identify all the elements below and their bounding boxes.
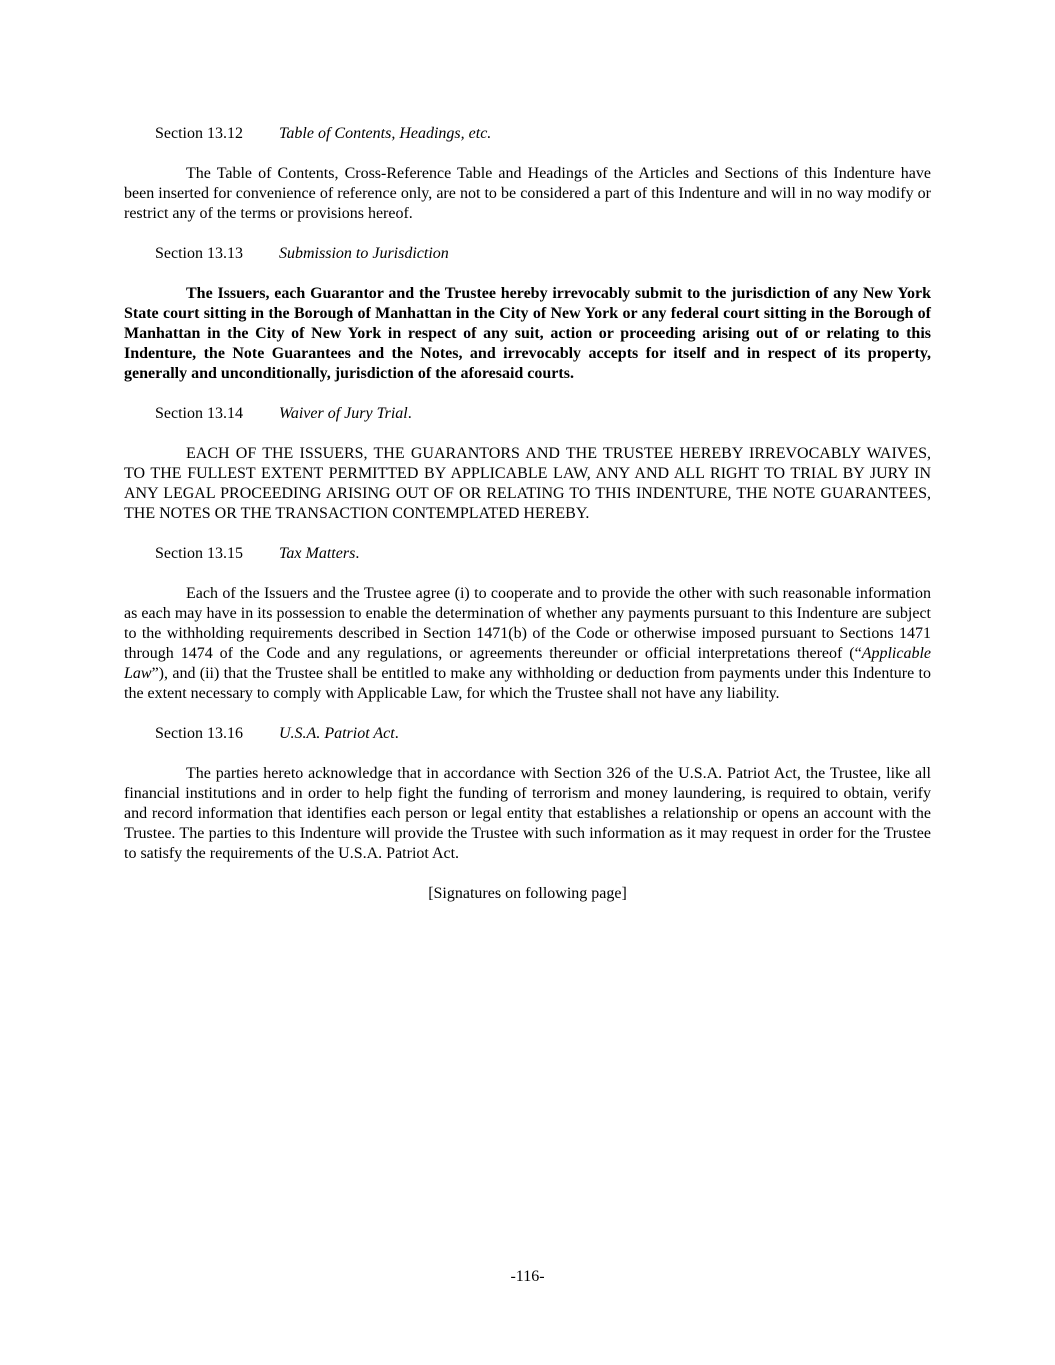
section-number: Section 13.13: [155, 245, 243, 262]
page-number: -116-: [510, 1268, 545, 1285]
heading-period: .: [394, 725, 399, 742]
section-heading-13-15: [124, 544, 931, 564]
section-body-13-13: The Issuers, each Guarantor and the Trustee hereby irrevocably submit to the jurisdiction of any New York State court sitting in the Borough of Manhattan in the City of New York or any federal court sitting in the Borough of Manhattan in the City of New York in respect of any suit, action or proceeding arising out of or relating to this Indenture, the Note Guarantees and the Notes, and irrevocably accepts for itself and in respect of its property, generally and unconditionally, jurisdiction of the aforesaid courts.: [124, 285, 931, 382]
section-number: Section 13.16: [155, 725, 243, 742]
section-body-13-14: EACH OF THE ISSUERS, THE GUARANTORS AND THE TRUSTEE HEREBY IRREVOCABLY WAIVES, TO THE FULLEST EXTENT PERMITTED BY APPLICABLE LAW, ANY AND ALL RIGHT TO TRIAL BY JURY IN ANY LEGAL PROCEEDING ARISING OUT OF OR RELATING TO THIS INDENTURE, THE NOTE GUARANTEES, THE NOTES OR THE TRANSACTION CONTEMPLATED HEREBY.: [124, 445, 931, 522]
section-title: Tax Matters: [279, 545, 356, 562]
section-title: Table of Contents, Headings, etc.: [279, 125, 492, 142]
section-body-13-12: The Table of Contents, Cross-Reference Table and Headings of the Articles and Sections of this Indenture have been inserted for convenience of reference only, are not to be considered a part of this Indenture and will in no way modify or restrict any of the terms or provisions hereof.: [124, 165, 931, 222]
section-number: Section 13.14: [155, 405, 243, 422]
section-title: U.S.A. Patriot Act: [279, 725, 395, 742]
section-title: Waiver of Jury Trial: [279, 405, 408, 422]
heading-period: .: [407, 405, 412, 422]
section-heading-13-12: [124, 124, 931, 144]
body-text: ”), and (ii) that the Trustee shall be entitled to make any withholding or deduction from payments under this Indenture to the extent necessary to comply with Applicable Law, for which the Trustee shall not have any liability.: [124, 665, 931, 702]
heading-period: .: [355, 545, 360, 562]
section-heading-13-16: [124, 724, 931, 744]
section-heading-13-14: [124, 404, 931, 424]
body-text: Each of the Issuers and the Trustee agree (i) to cooperate and to provide the other with such reasonable information as each may have in its possession to enable the determination of whether any payments pursuant to this Indenture are subject to the withholding requirements described in Section 1471(b) of the Code or otherwise imposed pursuant to Sections 1471 through 1474 of the Code and any regulations, or agreements thereunder or official interpretations thereof (“: [124, 585, 931, 662]
section-title: Submission to Jurisdiction: [279, 245, 449, 262]
section-body-13-15: [124, 584, 931, 704]
section-number: Section 13.12: [155, 125, 243, 142]
section-heading-13-13: [124, 244, 931, 264]
defined-term: Applicable Law: [124, 645, 931, 682]
document-page: [124, 124, 931, 904]
section-number: Section 13.15: [155, 545, 243, 562]
signatures-note: [Signatures on following page]: [428, 885, 627, 902]
section-body-13-16: The parties hereto acknowledge that in accordance with Section 326 of the U.S.A. Patriot Act, the Trustee, like all financial institutions and in order to help fight the funding of terrorism and money laundering, is required to obtain, verify and record information that identifies each person or legal entity that establishes a relationship or opens an account with the Trustee. The parties to this Indenture will provide the Trustee with such information as it may request in order for the Trustee to satisfy the requirements of the U.S.A. Patriot Act.: [124, 765, 931, 862]
